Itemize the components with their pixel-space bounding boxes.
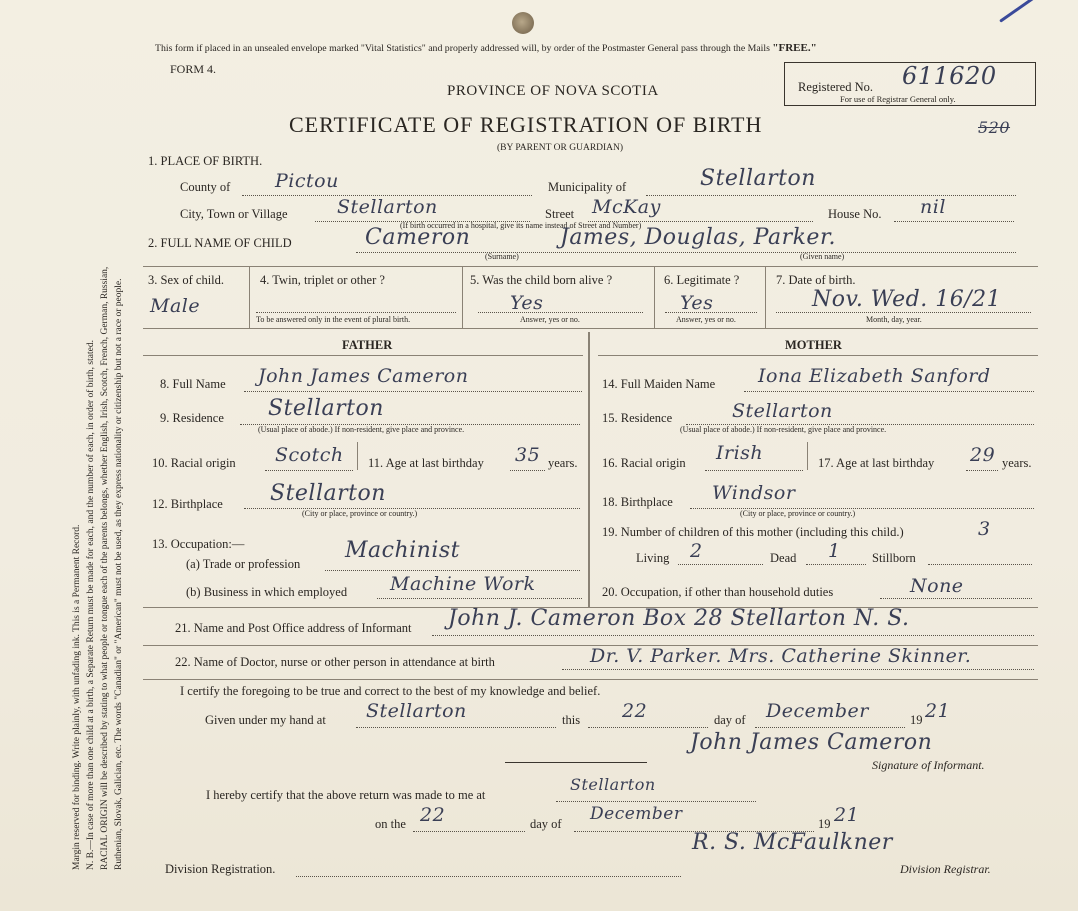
city-label: City, Town or Village — [180, 207, 288, 221]
registrar-day-line — [413, 831, 525, 832]
children-count-label: 19. Number of children of this mother (including this child.) — [602, 525, 904, 539]
place-of-birth-heading: 1. PLACE OF BIRTH. — [148, 154, 263, 168]
registrar-month-value: December — [590, 804, 683, 824]
registrar-day-value: 22 — [420, 804, 446, 826]
mother-name-value: Iona Elizabeth Sanford — [758, 365, 991, 387]
informant-signature-label: Signature of Informant. — [872, 758, 985, 772]
province-heading: PROVINCE OF NOVA SCOTIA — [447, 83, 659, 99]
father-age-label: 11. Age at last birthday — [368, 456, 484, 470]
mother-age-line — [966, 470, 998, 471]
mother-heading: MOTHER — [785, 338, 842, 352]
mother-racial-line — [705, 470, 803, 471]
surname-note: (Surname) — [485, 252, 519, 261]
father-age-value: 35 — [515, 444, 541, 466]
county-label: County of — [180, 180, 231, 194]
mother-birthplace-value: Windsor — [712, 482, 796, 504]
business-line — [377, 598, 582, 599]
child-name-label: 2. FULL NAME OF CHILD — [148, 236, 292, 250]
parents-divider — [588, 332, 590, 607]
mother-years-label: years. — [1002, 456, 1032, 470]
mother-name-line — [744, 391, 1034, 392]
street-label: Street — [545, 207, 575, 221]
registrar-year-value: 21 — [834, 804, 860, 826]
informant-value: John J. Cameron Box 28 Stellarton N. S. — [448, 606, 910, 631]
dead-line — [806, 564, 866, 565]
living-line — [678, 564, 763, 565]
registrar-year-prefix: 19 — [818, 817, 831, 831]
living-value: 2 — [690, 540, 703, 562]
father-birthplace-label: 12. Birthplace — [152, 497, 223, 511]
registrar-note: For use of Registrar General only. — [840, 94, 956, 104]
registered-label: Registered No. — [798, 80, 873, 94]
father-birthplace-value: Stellarton — [270, 481, 386, 506]
mother-residence-note: (Usual place of abode.) If non-resident, give place and province. — [680, 425, 887, 434]
father-name-line — [244, 391, 582, 392]
father-name-label: 8. Full Name — [160, 377, 226, 391]
registrar-signature: R. S. McFaulkner — [692, 830, 893, 855]
row3-divider-3 — [654, 266, 655, 328]
father-birthplace-note: (City or place, province or country.) — [302, 509, 418, 518]
alive-label: 5. Was the child born alive ? — [470, 273, 613, 287]
father-residence-label: 9. Residence — [160, 411, 224, 425]
twin-line — [256, 312, 456, 313]
trade-label: (a) Trade or profession — [186, 557, 301, 571]
birth-date-label: 7. Date of birth. — [776, 273, 856, 287]
mother-occupation-value: None — [910, 575, 964, 597]
street-value: McKay — [592, 196, 661, 218]
registrar-certify-text: I hereby certify that the above return was made to me at — [206, 788, 486, 802]
given-dayof-label: day of — [714, 713, 746, 727]
mother-age-value: 29 — [970, 444, 996, 466]
registrar-dayof-label: day of — [530, 817, 562, 831]
certificate-subtitle: (BY PARENT OR GUARDIAN) — [497, 143, 624, 153]
informant-signature: John James Cameron — [690, 730, 933, 755]
house-label: House No. — [828, 207, 882, 221]
stillborn-label: Stillborn — [872, 551, 916, 565]
house-value: nil — [920, 196, 946, 218]
margin-notes — [70, 20, 126, 870]
given-label: Given under my hand at — [205, 713, 326, 727]
house-line — [894, 221, 1014, 222]
row3-top-border — [143, 266, 1038, 267]
trade-line — [325, 570, 580, 571]
certificate-title: CERTIFICATE OF REGISTRATION OF BIRTH — [289, 112, 763, 137]
registrar-place-value: Stellarton — [570, 775, 656, 794]
stillborn-line — [928, 564, 1032, 565]
legitimate-value: Yes — [680, 292, 714, 314]
birth-date-note: Month, day, year. — [866, 315, 922, 324]
trade-value: Machinist — [345, 538, 461, 563]
doctor-line — [562, 669, 1034, 670]
twin-note: To be answered only in the event of plural birth. — [256, 315, 411, 324]
row3-divider-4 — [765, 266, 766, 328]
father-heading: FATHER — [342, 338, 393, 352]
legitimate-note: Answer, yes or no. — [676, 315, 736, 324]
mother-birthplace-note: (City or place, province or country.) — [740, 509, 856, 518]
given-month-line — [755, 727, 905, 728]
given-place-line — [356, 727, 556, 728]
father-racial-label: 10. Racial origin — [152, 456, 236, 470]
father-residence-value: Stellarton — [268, 396, 384, 421]
registrar-on-label: on the — [375, 817, 406, 831]
father-heading-rule — [143, 355, 583, 356]
mother-heading-rule — [598, 355, 1038, 356]
corner-mark: 520 — [978, 118, 1011, 137]
municipality-line — [646, 195, 1016, 196]
informant-certify-text: I certify the foregoing to be true and correct to the best of my knowledge and belief. — [180, 684, 601, 698]
business-value: Machine Work — [390, 573, 536, 595]
father-age-line — [510, 470, 545, 471]
mother-age-label: 17. Age at last birthday — [818, 456, 935, 470]
mother-name-label: 14. Full Maiden Name — [602, 377, 716, 391]
twin-label: 4. Twin, triplet or other ? — [260, 273, 385, 287]
doctor-label: 22. Name of Doctor, nurse or other person in attendance at birth — [175, 655, 495, 669]
given-place-value: Stellarton — [366, 700, 467, 722]
given-year-prefix: 19 — [910, 713, 923, 727]
hospital-note: (If birth occurred in a hospital, give its name instead of Street and Number) — [400, 221, 642, 230]
father-racial-line — [265, 470, 353, 471]
margin-note-3: RACIAL ORIGIN will be described by stating to what people or tongue each of the parents belongs, whether English, Irish, Scotch, French, German, Russian, — [100, 266, 110, 870]
alive-value: Yes — [510, 292, 544, 314]
mother-birthplace-label: 18. Birthplace — [602, 495, 673, 509]
father-racial-divider — [357, 442, 358, 470]
margin-note-2: N. B.—In case of more than one child at a birth, a Separate Return must be made for each, and the number of each, in order of birth, stated. — [86, 340, 96, 870]
mail-notice-free: "FREE." — [772, 42, 817, 54]
division-registration-line — [296, 876, 681, 877]
given-this-label: this — [562, 713, 581, 727]
given-year-value: 21 — [925, 700, 951, 722]
father-years-label: years. — [548, 456, 578, 470]
margin-note-4: Ruthenian, Slovak, Galician, etc. The words "Canadian" or "American" must not be used, as they express nationality or citizenship but not a race or people. — [114, 278, 124, 870]
division-registrar-label: Division Registrar. — [900, 862, 991, 876]
father-name-value: John James Cameron — [258, 365, 469, 387]
legitimate-label: 6. Legitimate ? — [664, 273, 740, 287]
child-name-line — [356, 252, 1016, 253]
mother-racial-divider — [807, 442, 808, 470]
mother-occupation-label: 20. Occupation, if other than household duties — [602, 585, 834, 599]
municipality-value: Stellarton — [700, 166, 816, 191]
mother-occupation-line — [880, 598, 1032, 599]
registered-number: 611620 — [902, 62, 997, 90]
doctor-bottom-border — [143, 679, 1038, 680]
mother-residence-label: 15. Residence — [602, 411, 673, 425]
birth-date-value: Nov. Wed. 16/21 — [812, 287, 1002, 312]
row3-bottom-border — [143, 328, 1038, 329]
division-registration-label: Division Registration. — [165, 862, 276, 876]
given-day-value: 22 — [622, 700, 648, 722]
given-day-line — [588, 727, 708, 728]
informant-label: 21. Name and Post Office address of Informant — [175, 621, 412, 635]
father-racial-value: Scotch — [275, 444, 344, 466]
row3-divider-1 — [249, 266, 250, 328]
mail-notice — [155, 42, 817, 54]
alive-note: Answer, yes or no. — [520, 315, 580, 324]
business-label: (b) Business in which employed — [186, 585, 348, 599]
county-value: Pictou — [275, 170, 339, 192]
doctor-value: Dr. V. Parker. Mrs. Catherine Skinner. — [590, 645, 972, 667]
sex-label: 3. Sex of child. — [148, 273, 225, 287]
alive-line — [478, 312, 643, 313]
municipality-label: Municipality of — [548, 180, 627, 194]
pen-mark — [999, 0, 1066, 23]
registrar-place-line — [556, 801, 756, 802]
row3-divider-2 — [462, 266, 463, 328]
given-month-value: December — [766, 700, 869, 722]
mother-residence-value: Stellarton — [732, 400, 833, 422]
birth-date-line — [776, 312, 1031, 313]
mother-racial-value: Irish — [716, 442, 764, 464]
mother-racial-label: 16. Racial origin — [602, 456, 686, 470]
given-name-note: (Given name) — [800, 252, 845, 261]
father-occupation-label: 13. Occupation:— — [152, 537, 245, 551]
child-given-name: James, Douglas, Parker. — [560, 225, 837, 250]
punch-hole — [512, 12, 534, 34]
informant-line — [432, 635, 1034, 636]
children-count-value: 3 — [978, 518, 991, 540]
dead-label: Dead — [770, 551, 797, 565]
certification-rule — [505, 762, 647, 763]
father-residence-note: (Usual place of abode.) If non-resident, give place and province. — [258, 425, 465, 434]
margin-note-1: Margin reserved for binding. Write plainly, with unfading ink. This is a Permanent Record. — [72, 524, 82, 870]
city-value: Stellarton — [337, 196, 438, 218]
child-surname: Cameron — [365, 225, 471, 250]
form-number: FORM 4. — [170, 62, 217, 76]
mail-notice-text: This form if placed in an unsealed envelope marked "Vital Statistics" and properly addressed will, by order of the Postmaster General pass through the Mails — [155, 43, 770, 54]
dead-value: 1 — [828, 540, 841, 562]
living-label: Living — [636, 551, 670, 565]
sex-value: Male — [150, 295, 201, 317]
